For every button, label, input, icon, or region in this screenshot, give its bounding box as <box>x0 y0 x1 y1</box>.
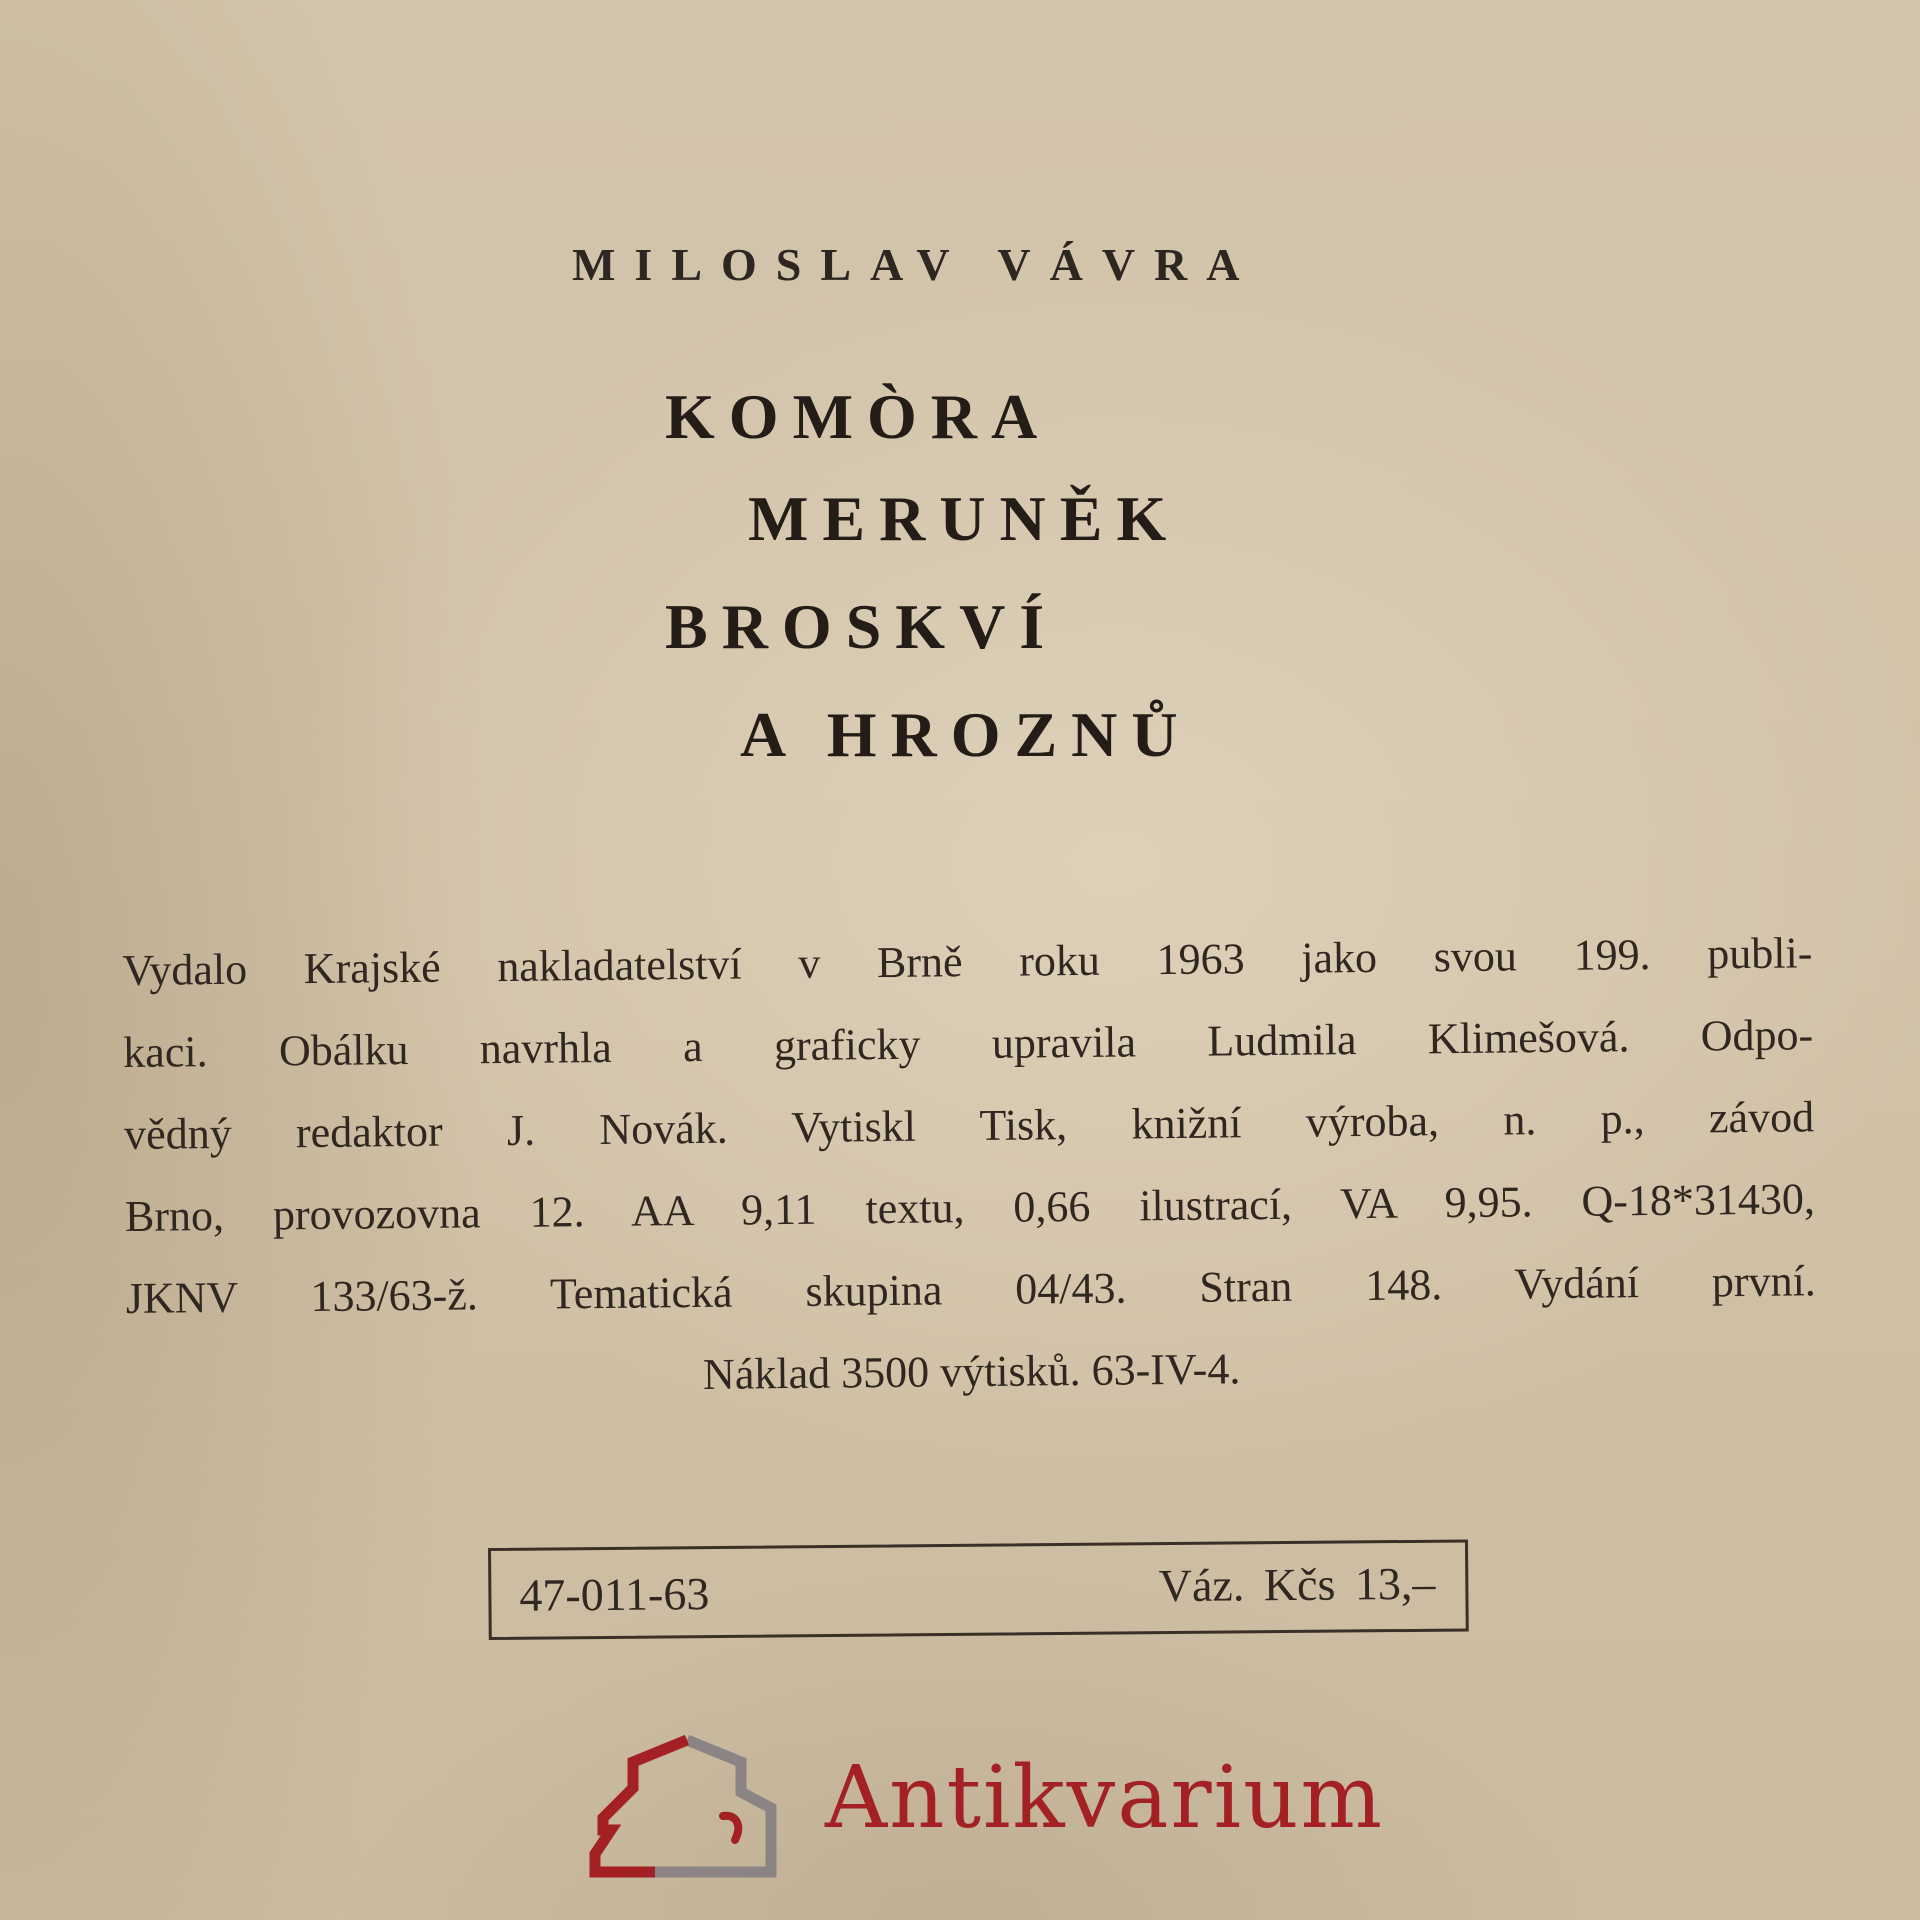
book-title-line-1: KOMÒRA <box>665 381 1052 452</box>
imprint-line: vědný redaktor J. Novák. Vytiskl Tisk, knižní výroba, n. p., závod <box>123 1092 1815 1159</box>
imprint-line: Brno, provozovna 12. AA 9,11 textu, 0,66 ilustrací, VA 9,95. Q-18*31430, <box>124 1174 1816 1241</box>
imprint-line: Náklad 3500 výtisků. 63-IV-4. <box>702 1344 1241 1399</box>
price-box <box>488 1539 1469 1640</box>
watermark-text: Antikvarium <box>825 1748 1385 1848</box>
imprint-line: JKNV 133/63-ž. Tematická skupina 04/43. Stran 148. Vydání první. <box>125 1256 1817 1323</box>
price-label: Váz. Kčs 13,– <box>1158 1557 1436 1612</box>
imprint-line: kaci. Obálku navrhla a graficky upravila Ludmila Klimešová. Odpo- <box>123 1010 1814 1077</box>
castle-logo-icon <box>575 1730 795 1880</box>
imprint-paragraph <box>122 912 1817 1422</box>
book-title-line-3: BROSKVÍ <box>665 591 1059 662</box>
author-name: MILOSLAV VÁVRA <box>572 239 1259 290</box>
catalog-code: 47-011-63 <box>519 1568 710 1621</box>
watermark <box>575 1730 1385 1880</box>
book-title-line-4: A HROZNŮ <box>740 699 1192 770</box>
imprint-line: Vydalo Krajské nakladatelství v Brně roku 1963 jako svou 199. publi- <box>122 928 1813 995</box>
book-title-line-2: MERUNĚK <box>748 483 1181 554</box>
